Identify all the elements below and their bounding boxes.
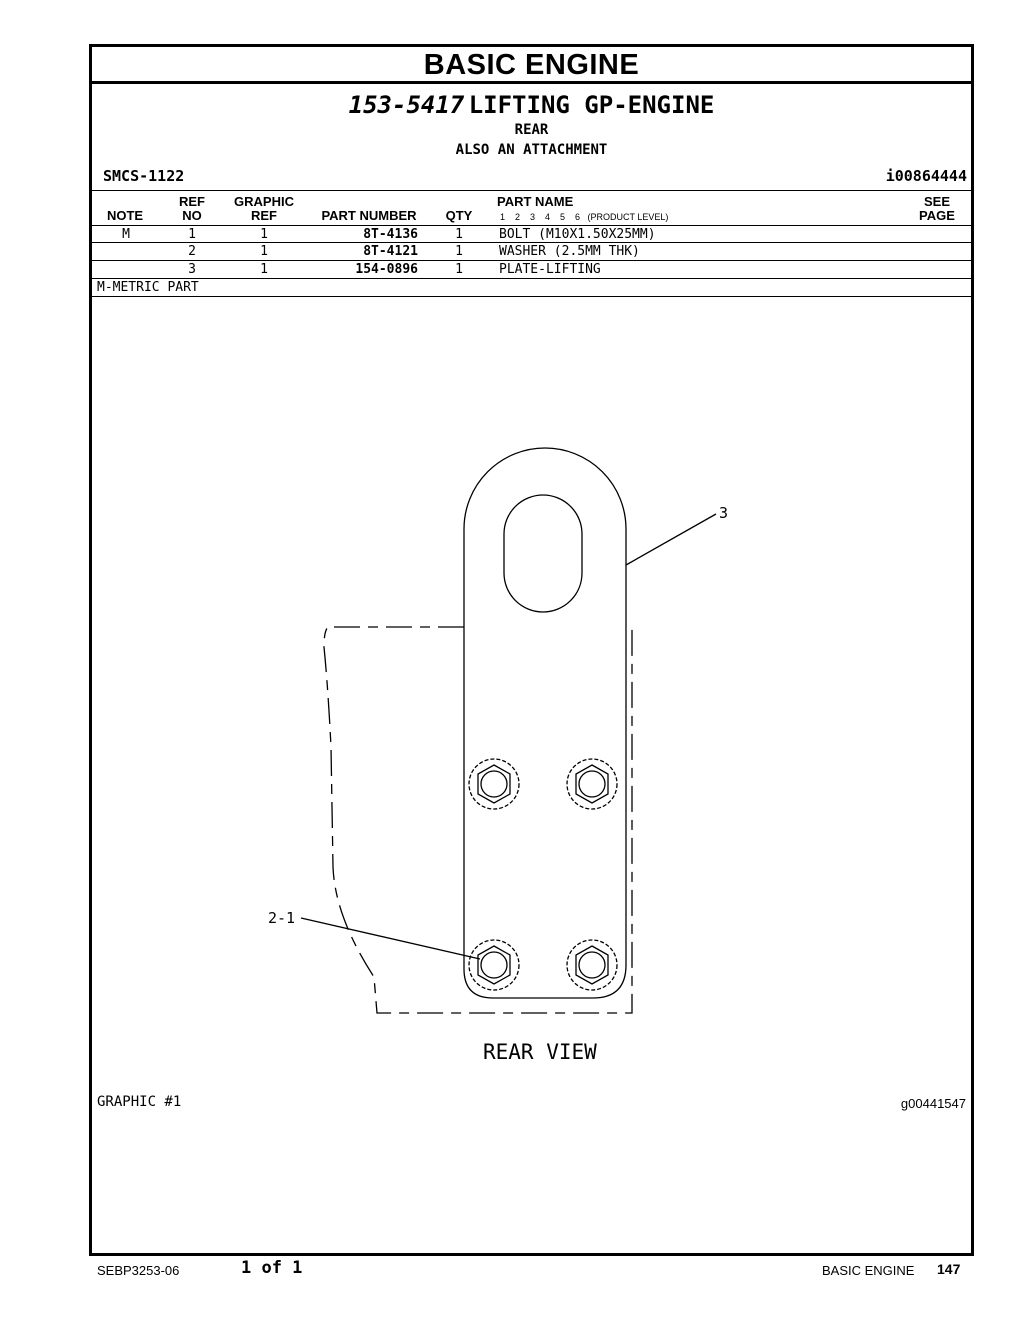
header-qty: QTY (445, 208, 473, 223)
row-qty: 1 (455, 262, 463, 277)
header-see-page-1: SEE (923, 194, 950, 209)
page-of: 1 of 1 (241, 1258, 303, 1278)
footer-section: BASIC ENGINE (822, 1263, 915, 1278)
row-graphic-ref: 1 (260, 244, 268, 259)
group-name: LIFTING GP-ENGINE (468, 91, 715, 119)
row-note: M (122, 227, 130, 242)
group-subtitle-2: ALSO AN ATTACHMENT (455, 142, 608, 158)
graphic-id: g00441547 (900, 1096, 966, 1111)
row-part-number: 8T-4121 (363, 244, 418, 259)
page-number: 147 (937, 1261, 961, 1277)
page-frame (89, 44, 974, 1256)
smcs-code: SMCS-1122 (103, 167, 185, 185)
header-product-levels: 1 2 3 4 5 6 (PRODUCT LEVEL) (500, 212, 669, 222)
row-ref-no: 1 (188, 227, 196, 242)
group-number: 153-5417 (348, 91, 465, 119)
row-part-name: WASHER (2.5MM THK) (499, 244, 640, 259)
group-subtitle-1: REAR (514, 122, 549, 138)
bolt (567, 759, 617, 809)
doc-number: SEBP3253-06 (97, 1263, 180, 1278)
header-part-number: PART NUMBER (321, 208, 417, 223)
row-part-name: BOLT (M10X1.50X25MM) (499, 227, 656, 242)
section-title: BASIC ENGINE (92, 47, 971, 84)
header-part-name: PART NAME (497, 194, 574, 209)
row-part-name: PLATE-LIFTING (499, 262, 601, 277)
bolt (567, 940, 617, 990)
header-note: NOTE (106, 208, 144, 223)
row-graphic-ref: 1 (260, 262, 268, 277)
callout-2-1: 2-1 (268, 909, 296, 927)
row-part-number: 154-0896 (355, 262, 418, 277)
row-qty: 1 (455, 244, 463, 259)
header-graphic-ref-2: REF (251, 208, 277, 223)
header-ref-no-1: REF (179, 194, 205, 209)
row-graphic-ref: 1 (260, 227, 268, 242)
view-label: REAR VIEW (483, 1040, 597, 1064)
row-ref-no: 3 (188, 262, 196, 277)
callout-3: 3 (719, 504, 729, 522)
header-see-page-2: PAGE (919, 208, 955, 223)
bolt (469, 759, 519, 809)
row-qty: 1 (455, 227, 463, 242)
graphic-label: GRAPHIC #1 (97, 1094, 182, 1110)
bolt (469, 940, 519, 990)
row-part-number: 8T-4136 (363, 227, 418, 242)
lifting-plate-drawing (92, 47, 971, 1253)
header-ref-no-2: NO (182, 208, 202, 223)
illustration-id: i00864444 (885, 167, 967, 185)
metric-footnote: M-METRIC PART (97, 280, 199, 295)
row-ref-no: 2 (188, 244, 196, 259)
header-graphic-ref-1: GRAPHIC (234, 194, 294, 209)
